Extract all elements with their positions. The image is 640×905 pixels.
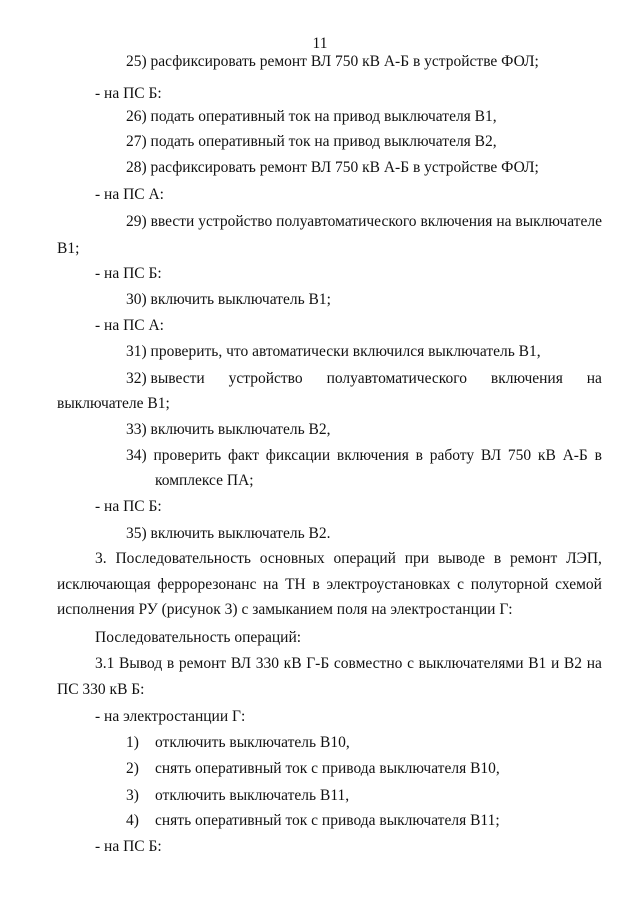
item-32-line1: [126, 369, 602, 389]
paragraph-3-line3: исполнения РУ (рисунок 3) с замыканием поля на электростанции Г:: [57, 601, 513, 618]
word: операций: [333, 550, 396, 567]
word: 750: [507, 447, 532, 464]
word: 29): [126, 213, 147, 230]
word: устройство: [198, 213, 273, 230]
word: 34): [126, 447, 147, 464]
list-number: 3): [126, 787, 139, 804]
section-ps-b: - на ПС Б:: [95, 85, 162, 102]
word: на: [586, 655, 602, 672]
word: В1: [528, 655, 547, 672]
section-ps-a: - на ПС А:: [95, 317, 164, 334]
word: устройство: [228, 370, 303, 387]
word: 330: [255, 655, 279, 672]
word: включения: [490, 370, 563, 387]
word: включения: [420, 213, 493, 230]
item-28: 28) расфиксировать ремонт ВЛ 750 кВ А-Б в устройстве ФОЛ;: [126, 159, 539, 176]
word: А-Б: [562, 447, 588, 464]
item-33: 33) включить выключатель В2,: [126, 421, 331, 438]
word: ВЛ: [230, 655, 252, 672]
word: с: [407, 655, 414, 672]
word: в: [166, 655, 175, 672]
word: кВ: [283, 655, 302, 672]
word: в: [594, 447, 602, 464]
subsection-3-1-line2: ПС 330 кВ Б:: [57, 681, 145, 698]
item-31: 31) проверить, что автоматически включился выключатель В1,: [126, 343, 541, 360]
word: Г-Б: [306, 655, 330, 672]
word: полуторной: [470, 576, 549, 593]
word: основных: [259, 550, 325, 567]
item-27: 27) подать оперативный ток на привод выключателя В2,: [126, 133, 497, 150]
item-26: 26) подать оперативный ток на привод выключателя В1,: [126, 108, 497, 125]
word: включения: [336, 447, 409, 464]
word: кВ: [537, 447, 556, 464]
list-item: отключить выключатель В11,: [155, 787, 350, 804]
item-29-line2: В1;: [57, 240, 80, 257]
word: выключателе: [515, 213, 602, 230]
word: работу: [429, 447, 475, 464]
word: Последовательность: [115, 550, 251, 567]
word: выключателями: [418, 655, 524, 672]
list-number: 2): [126, 760, 139, 777]
word: проверить: [153, 447, 222, 464]
paragraph-3-line2: [57, 575, 602, 595]
section-ps-b: - на ПС Б:: [95, 498, 162, 515]
list-number: 1): [126, 734, 139, 751]
word: Вывод: [119, 655, 163, 672]
item-25: 25) расфиксировать ремонт ВЛ 750 кВ А-Б в устройстве ФОЛ;: [126, 53, 539, 70]
list-item: снять оперативный ток с привода выключателя В11;: [155, 812, 500, 829]
list-item: снять оперативный ток с привода выключателя В10,: [155, 760, 500, 777]
word: 32) вывести: [126, 370, 205, 387]
word: ремонт: [509, 550, 558, 567]
word: на: [496, 213, 512, 230]
sequence-heading: Последовательность операций:: [95, 629, 302, 646]
word: полуавтоматического: [326, 370, 467, 387]
word: феррорезонанс: [157, 576, 257, 593]
section-station-g: - на электростанции Г:: [95, 708, 246, 725]
section-ps-b: - на ПС Б:: [95, 838, 162, 855]
page-number: 11: [312, 35, 328, 52]
word: фиксации: [265, 447, 331, 464]
word: электроустановках: [326, 576, 451, 593]
section-ps-b: - на ПС Б:: [95, 265, 162, 282]
word: схемой: [555, 576, 602, 593]
word: выводе: [437, 550, 485, 567]
word: факт: [228, 447, 260, 464]
list-item: отключить выключатель В10,: [155, 734, 350, 751]
word: и: [550, 655, 560, 672]
word: ТН: [285, 576, 306, 593]
word: 3.1: [95, 655, 115, 672]
word: при: [404, 550, 430, 567]
section-ps-a: - на ПС А:: [95, 186, 164, 203]
word: на: [586, 370, 602, 387]
item-34-line2: комплексе ПА;: [155, 472, 254, 489]
word: в: [415, 447, 423, 464]
word: исключающая: [57, 576, 151, 593]
list-number: 4): [126, 812, 139, 829]
word: ремонт: [178, 655, 227, 672]
item-35: 35) включить выключатель В2.: [126, 525, 331, 542]
word: на: [263, 576, 279, 593]
word: ВЛ: [480, 447, 502, 464]
item-29-line1: [126, 212, 602, 232]
word: полуавтоматического: [276, 213, 417, 230]
word: в: [312, 576, 320, 593]
word: совместно: [333, 655, 403, 672]
item-32-line2: выключателе В1;: [57, 395, 170, 412]
item-30: 30) включить выключатель В1;: [126, 291, 331, 308]
word: 3.: [95, 550, 107, 567]
word: В2: [563, 655, 583, 672]
word: с: [457, 576, 465, 593]
word: ЛЭП,: [566, 550, 602, 567]
item-34-line1: [126, 446, 602, 466]
subsection-3-1-line1: [95, 654, 602, 674]
word: в: [493, 550, 502, 567]
paragraph-3-line1: [95, 549, 602, 569]
word: ввести: [150, 213, 195, 230]
